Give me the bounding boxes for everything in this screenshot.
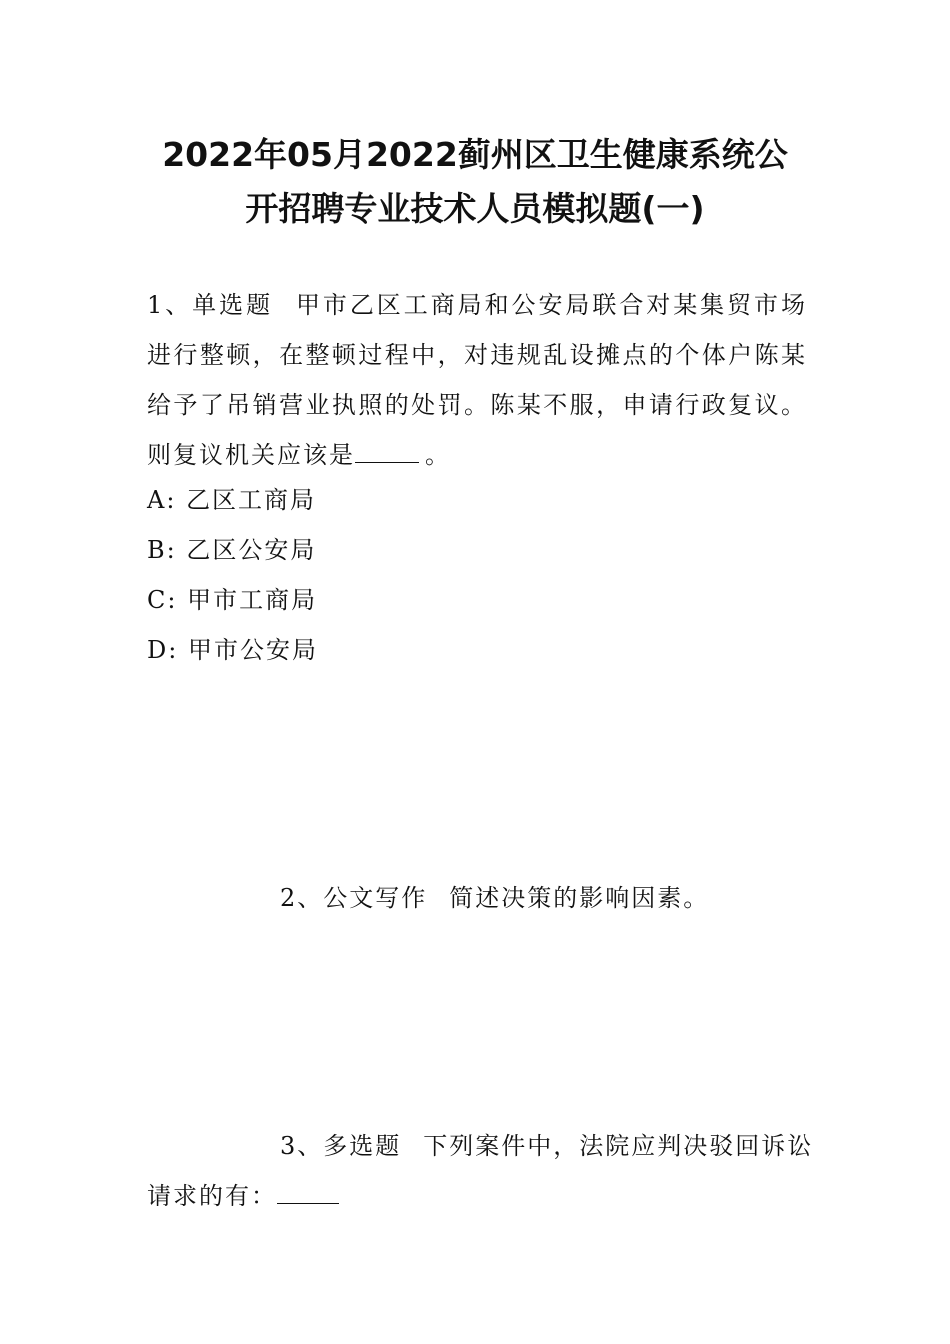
question-1-stem-end: 。 xyxy=(425,441,451,469)
question-1-type: 单选题 xyxy=(192,291,274,319)
question-2-number: 2、 xyxy=(280,884,324,912)
option-text: 乙区公安局 xyxy=(186,536,317,564)
question-3-number: 3、 xyxy=(280,1132,324,1160)
option-d xyxy=(147,625,318,675)
option-label: C: xyxy=(147,586,178,614)
option-text: 甲市公安局 xyxy=(187,636,318,664)
option-label: A: xyxy=(147,486,177,514)
option-c xyxy=(147,575,317,625)
option-a xyxy=(147,475,316,525)
option-text: 甲市工商局 xyxy=(187,586,318,614)
title-line-2: 开招聘专业技术人员模拟题(一) xyxy=(245,189,705,228)
question-3-stem-line-2: 请求的有： xyxy=(147,1182,277,1210)
option-label: B: xyxy=(147,536,177,564)
question-1-stem: 甲市乙区工商局和公安局联合对某集贸市场进行整顿，在整顿过程中，对违规乱设摊点的个体户陈某给予了吊销营业执照的处罚。陈某不服，申请行政复议。则复议机关应该是 xyxy=(147,291,807,469)
option-label: D: xyxy=(147,636,179,664)
question-1-number: 1、 xyxy=(147,291,193,319)
question-3-stem-line-1: 下列案件中，法院应判决驳回诉讼 xyxy=(423,1132,814,1160)
answer-blank xyxy=(277,1173,339,1204)
option-b xyxy=(147,525,316,575)
question-2 xyxy=(280,873,709,923)
question-3 xyxy=(280,1121,813,1171)
question-2-stem: 简述决策的影响因素。 xyxy=(449,884,710,912)
question-2-type: 公文写作 xyxy=(323,884,428,912)
question-1 xyxy=(147,280,807,480)
question-3-continued xyxy=(147,1171,339,1221)
answer-blank xyxy=(355,432,419,463)
title-line-1: 2022年05月2022蓟州区卫生健康系统公 xyxy=(162,135,788,174)
document-title xyxy=(0,128,950,236)
option-text: 乙区工商局 xyxy=(186,486,317,514)
question-3-type: 多选题 xyxy=(323,1132,402,1160)
